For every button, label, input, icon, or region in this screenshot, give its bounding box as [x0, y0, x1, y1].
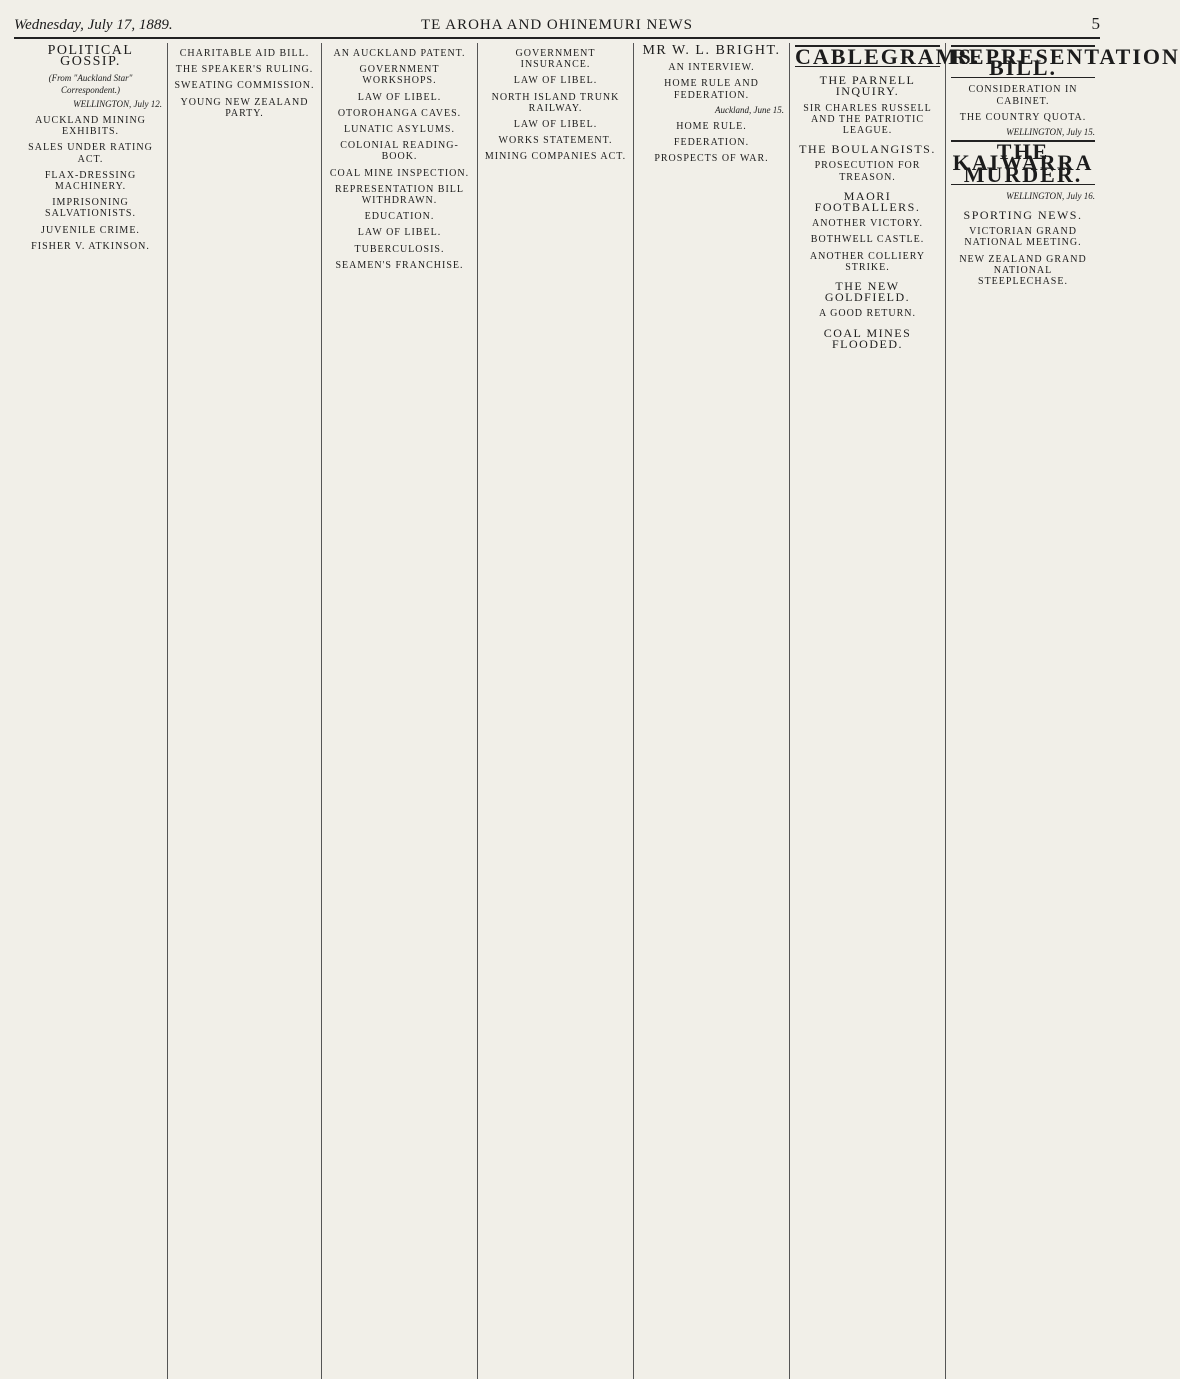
subheading-nz-grand-national: NEW ZEALAND GRAND NATIONAL STEEPLECHASE.	[959, 253, 1087, 288]
subheading-reading-book: COLONIAL READING-BOOK.	[340, 140, 459, 163]
columns	[14, 39, 1180, 1379]
subheading-rating-act: SALES UNDER RATING ACT.	[28, 142, 153, 165]
column-1	[14, 43, 168, 1379]
subheading-law-of-libel: LAW OF LIBEL.	[357, 91, 442, 103]
subheading-law-of-libel-2: LAW OF LIBEL.	[357, 227, 442, 239]
subheading-another-victory: ANOTHER VICTORY.	[811, 218, 923, 230]
subheading-education: EDUCATION.	[364, 211, 435, 223]
subheading-charitable-aid: CHARITABLE AID BILL.	[179, 48, 310, 59]
subheading-coal-mine-inspection: COAL MINE INSPECTION.	[329, 167, 470, 179]
column-6	[790, 43, 981, 1379]
subheading-law-of-libel-3: LAW OF LIBEL.	[513, 75, 598, 87]
masthead	[14, 0, 1100, 39]
subheading-prospects-of-war: PROSPECTS OF WAR.	[654, 153, 769, 165]
subheading-government-insurance: GOVERNMENT INSURANCE.	[515, 48, 596, 71]
issue-date: Wednesday, July 17, 1889.	[14, 17, 173, 33]
newspaper-title: TE AROHA AND OHINEMURI NEWS	[421, 17, 693, 33]
subheading-federation: FEDERATION.	[673, 137, 750, 149]
article-source: (From "Auckland Star" Correspondent.)	[48, 73, 133, 95]
column-3	[322, 43, 478, 1379]
subheading-mining-companies-act: MINING COMPANIES ACT.	[484, 151, 627, 163]
subheading-auckland-patent: AN AUCKLAND PATENT.	[333, 48, 466, 59]
article-headline-representation-bill: REPRESENTATION BILL.	[951, 44, 1180, 81]
page-number: 5	[1091, 14, 1100, 33]
article-headline-political-gossip: POLITICAL GOSSIP.	[47, 43, 134, 70]
column-7	[946, 43, 1180, 1379]
subheading-maori-footballers: MAORI FOOTBALLERS.	[814, 188, 921, 215]
subheading-country-quota: THE COUNTRY QUOTA.	[959, 111, 1087, 123]
subheading-victorian-grand-national: VICTORIAN GRAND NATIONAL MEETING.	[964, 226, 1082, 249]
column-2	[168, 43, 322, 1379]
subheading-parnell-inquiry: THE PARNELL INQUIRY.	[819, 73, 916, 99]
subheading-young-nz-party: YOUNG NEW ZEALAND PARTY.	[180, 96, 309, 119]
article-dateline-2: WELLINGTON, July 16.	[1006, 190, 1095, 201]
subheading-sweating-commission: SWEATING COMMISSION.	[174, 80, 315, 92]
subheading-home-rule: HOME RULE.	[676, 121, 747, 133]
subheading-boulangists: THE BOULANGISTS.	[799, 142, 936, 157]
subheading-russell-league: SIR CHARLES RUSSELL AND THE PATRIOTIC LEAGUE.	[803, 102, 932, 137]
subheading-trunk-railway: NORTH ISLAND TRUNK RAILWAY.	[491, 91, 620, 114]
subheading-flax-machinery: FLAX-DRESSING MACHINERY.	[44, 169, 137, 193]
subheading-treason: PROSECUTION FOR TREASON.	[814, 160, 921, 183]
subheading-government-workshops: GOVERNMENT WORKSHOPS.	[359, 64, 440, 87]
article-dateline: WELLINGTON, July 15.	[1006, 127, 1095, 138]
subheading-representation-withdrawn: REPRESENTATION BILL WITHDRAWN.	[334, 183, 465, 207]
subheading-fisher-atkinson: FISHER V. ATKINSON.	[31, 240, 150, 252]
article-dateline: WELLINGTON, July 12.	[73, 98, 162, 109]
article-headline-kaiwarra-murder: THE KAIWARRA MURDER.	[952, 139, 1094, 187]
subheading-speakers-ruling: THE SPEAKER'S RULING.	[175, 64, 314, 76]
article-headline-bright: MR W. L. BRIGHT.	[642, 43, 781, 58]
subheading-sporting-news: SPORTING NEWS.	[963, 208, 1083, 223]
subheading-good-return: A GOOD RETURN.	[818, 308, 917, 320]
subheading-otorohanga-caves: OTOROHANGA CAVES.	[337, 107, 462, 119]
subheading-bothwell-castle: BOTHWELL CASTLE.	[810, 234, 925, 246]
subheading-tuberculosis: TUBERCULOSIS.	[354, 243, 445, 255]
subheading-mining-exhibits: AUCKLAND MINING EXHIBITS.	[35, 115, 146, 138]
article-headline-cablegrams: CABLEGRAMS.	[795, 44, 981, 69]
subheading-seamens-franchise: SEAMEN'S FRANCHISE.	[335, 259, 464, 271]
subheading-juvenile-crime: JUVENILE CRIME.	[41, 224, 140, 236]
subheading-new-goldfield: THE NEW GOLDFIELD.	[824, 279, 911, 305]
article-dateline: Auckland, June 15.	[715, 104, 784, 115]
subheading-cabinet: CONSIDERATION IN CABINET.	[968, 84, 1078, 107]
subheading-interview: AN INTERVIEW.	[668, 62, 755, 74]
subheading-law-of-libel-4: LAW OF LIBEL.	[513, 119, 598, 131]
subheading-lunatic-asylums: LUNATIC ASYLUMS.	[343, 124, 455, 136]
subheading-salvationists: IMPRISONING SALVATIONISTS.	[45, 197, 136, 220]
subheading-coal-mines-flooded: COAL MINES FLOODED.	[823, 325, 912, 351]
column-5	[634, 43, 790, 1379]
subheading-works-statement: WORKS STATEMENT.	[498, 135, 613, 147]
column-4	[478, 43, 634, 1379]
subheading-home-rule-federation: HOME RULE AND FEDERATION.	[664, 78, 759, 101]
subheading-colliery-strike: ANOTHER COLLIERY STRIKE.	[809, 250, 926, 273]
